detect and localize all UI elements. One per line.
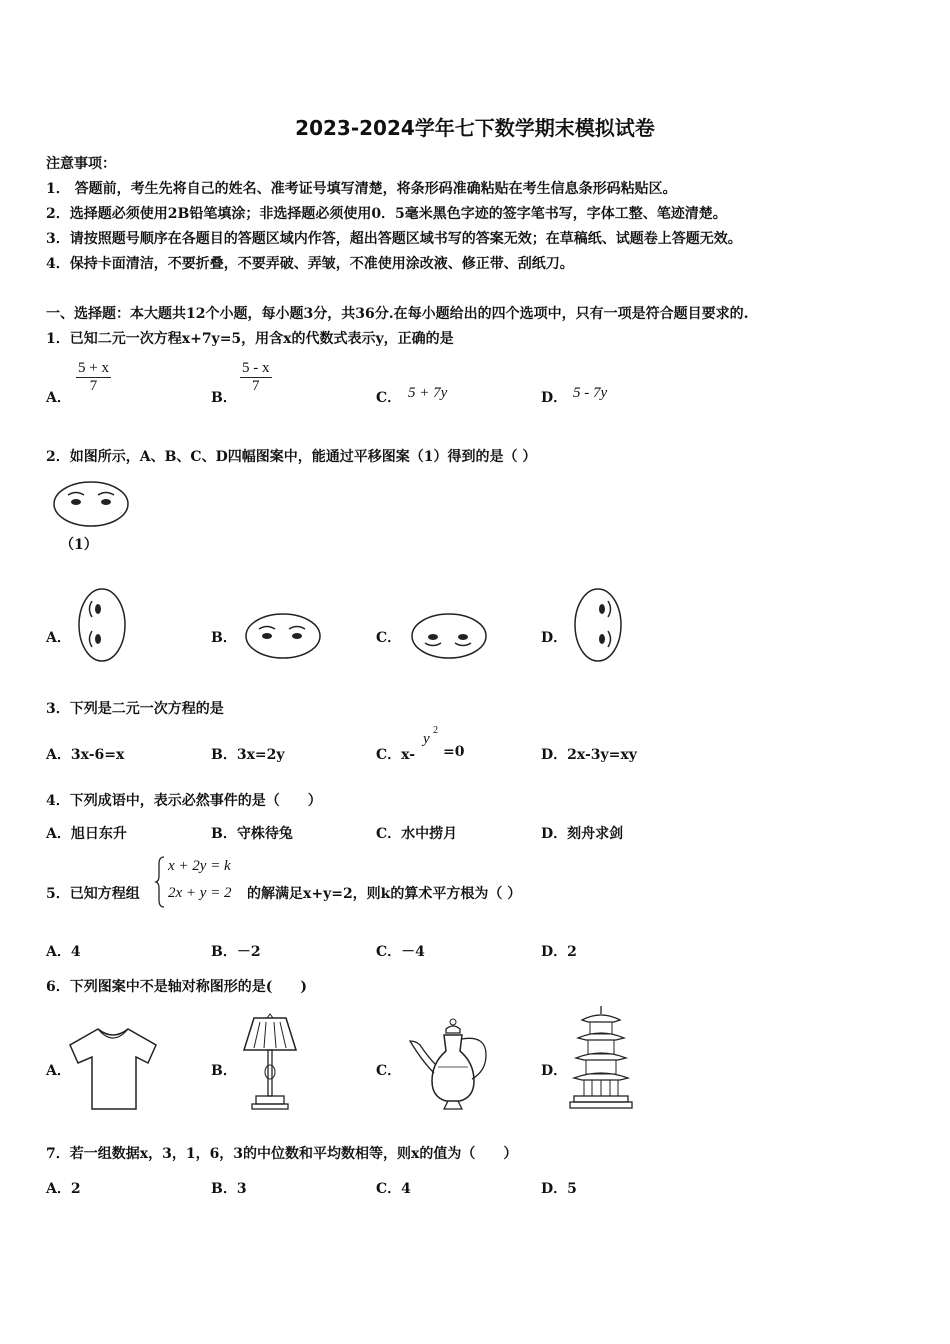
q5-equation-2: 2x + y = 2 bbox=[168, 885, 232, 901]
q6-option-a-label: A． bbox=[46, 1063, 71, 1079]
q1-stem: 1．已知二元一次方程x+7y=5，用含x的代数式表示y，正确的是 bbox=[46, 331, 454, 347]
q6-teapot-icon bbox=[408, 1017, 492, 1113]
section-heading: 一、选择题：本大题共12个小题，每小题3分，共36分.在每小题给出的四个选项中，只有一项是符合题目要求的. bbox=[46, 306, 749, 322]
q7-option-d: D．5 bbox=[541, 1181, 577, 1197]
q4-option-c: C．水中捞月 bbox=[376, 826, 458, 842]
q7-option-a: A．2 bbox=[46, 1181, 81, 1197]
q1-a-denominator: 7 bbox=[89, 378, 98, 394]
q1-option-d-label: D． bbox=[541, 390, 568, 406]
q6-tshirt-icon bbox=[66, 1027, 160, 1111]
q1-option-a-fraction bbox=[76, 360, 111, 395]
notice-item-4: 4．保持卡面清洁，不要折叠，不要弄破、弄皱，不准使用涂改液、修正带、刮纸刀。 bbox=[46, 256, 574, 272]
q5-option-a: A．4 bbox=[46, 944, 81, 960]
q1-a-numerator: 5 + x bbox=[78, 360, 109, 376]
q5-option-b: B．－2 bbox=[211, 944, 261, 960]
notice-item-2: 2．选择题必须使用2B铅笔填涂；非选择题必须使用0．5毫米黑色字迹的签字笔书写，字体工整、笔迹清楚。 bbox=[46, 206, 727, 222]
q3-option-c-exponent: 2 bbox=[433, 725, 438, 736]
q5-option-d: D．2 bbox=[541, 944, 577, 960]
q1-b-denominator: 7 bbox=[252, 378, 260, 394]
q1-option-c-label: C． bbox=[376, 390, 402, 406]
q4-option-b: B．守株待兔 bbox=[211, 826, 293, 842]
q2-option-d-face bbox=[573, 587, 623, 663]
q6-option-b-label: B． bbox=[211, 1063, 237, 1079]
q2-option-b-face bbox=[245, 612, 325, 662]
q3-option-c-variable: y bbox=[423, 731, 430, 747]
q3-option-b: B．3x=2y bbox=[211, 747, 285, 763]
q5-stem-post: 的解满足x+y=2，则k的算术平方根为（ ） bbox=[247, 886, 522, 902]
notice-item-1: 1． 答题前，考生先将自己的姓名、准考证号填写清楚，将条形码准确粘贴在考生信息条形码粘贴区。 bbox=[46, 181, 677, 197]
q5-brace bbox=[155, 856, 165, 908]
q1-option-c-value: 5 + 7y bbox=[408, 385, 448, 401]
q4-option-a: A．旭日东升 bbox=[46, 826, 127, 842]
q3-option-c-end: =0 bbox=[443, 744, 465, 760]
q5-option-c: C．－4 bbox=[376, 944, 425, 960]
q2-figure-label: （1） bbox=[60, 537, 98, 553]
q1-option-b-fraction bbox=[240, 360, 272, 395]
q2-figure-1-face bbox=[52, 480, 132, 530]
q3-option-a: A．3x-6=x bbox=[46, 747, 125, 763]
q2-option-c-face bbox=[411, 612, 491, 662]
q6-option-c-label: C． bbox=[376, 1063, 402, 1079]
q3-option-d: D．2x-3y=xy bbox=[541, 747, 637, 763]
q2-option-a-label: A． bbox=[46, 630, 71, 646]
q4-stem: 4．下列成语中，表示必然事件的是（ ） bbox=[46, 793, 322, 809]
q7-stem: 7．若一组数据x，3，1，6，3的中位数和平均数相等，则x的值为（ ） bbox=[46, 1146, 518, 1162]
q3-option-c-label: C．x- bbox=[376, 747, 416, 763]
q2-option-a-face bbox=[78, 587, 128, 663]
q5-stem-pre: 5．已知方程组 bbox=[46, 886, 140, 902]
q6-option-d-label: D． bbox=[541, 1063, 568, 1079]
notice-item-3: 3．请按照题号顺序在各题目的答题区域内作答，超出答题区域书写的答案无效；在草稿纸、试题卷上答题无效。 bbox=[46, 231, 742, 247]
q2-stem: 2．如图所示，A、B、C、D四幅图案中，能通过平移图案（1）得到的是（ ） bbox=[46, 449, 537, 465]
q2-option-c-label: C． bbox=[376, 630, 402, 646]
q1-b-numerator: 5 - x bbox=[242, 360, 270, 376]
q6-pagoda-icon bbox=[568, 1006, 634, 1114]
q7-option-c: C．4 bbox=[376, 1181, 411, 1197]
page-title: 2023-2024学年七下数学期末模拟试卷 bbox=[295, 116, 655, 140]
q2-option-b-label: B． bbox=[211, 630, 237, 646]
notice-heading: 注意事项： bbox=[46, 156, 116, 172]
q3-stem: 3．下列是二元一次方程的是 bbox=[46, 701, 224, 717]
q1-option-a-label: A． bbox=[46, 390, 71, 406]
q6-stem: 6．下列图案中不是轴对称图形的是( ) bbox=[46, 979, 307, 995]
q7-option-b: B．3 bbox=[211, 1181, 247, 1197]
q2-option-d-label: D． bbox=[541, 630, 568, 646]
q6-lamp-icon bbox=[240, 1012, 302, 1112]
q1-option-b-label: B． bbox=[211, 390, 237, 406]
q1-option-d-value: 5 - 7y bbox=[573, 385, 608, 401]
q4-option-d: D．刻舟求剑 bbox=[541, 826, 624, 842]
q5-equation-1: x + 2y = k bbox=[168, 858, 231, 874]
